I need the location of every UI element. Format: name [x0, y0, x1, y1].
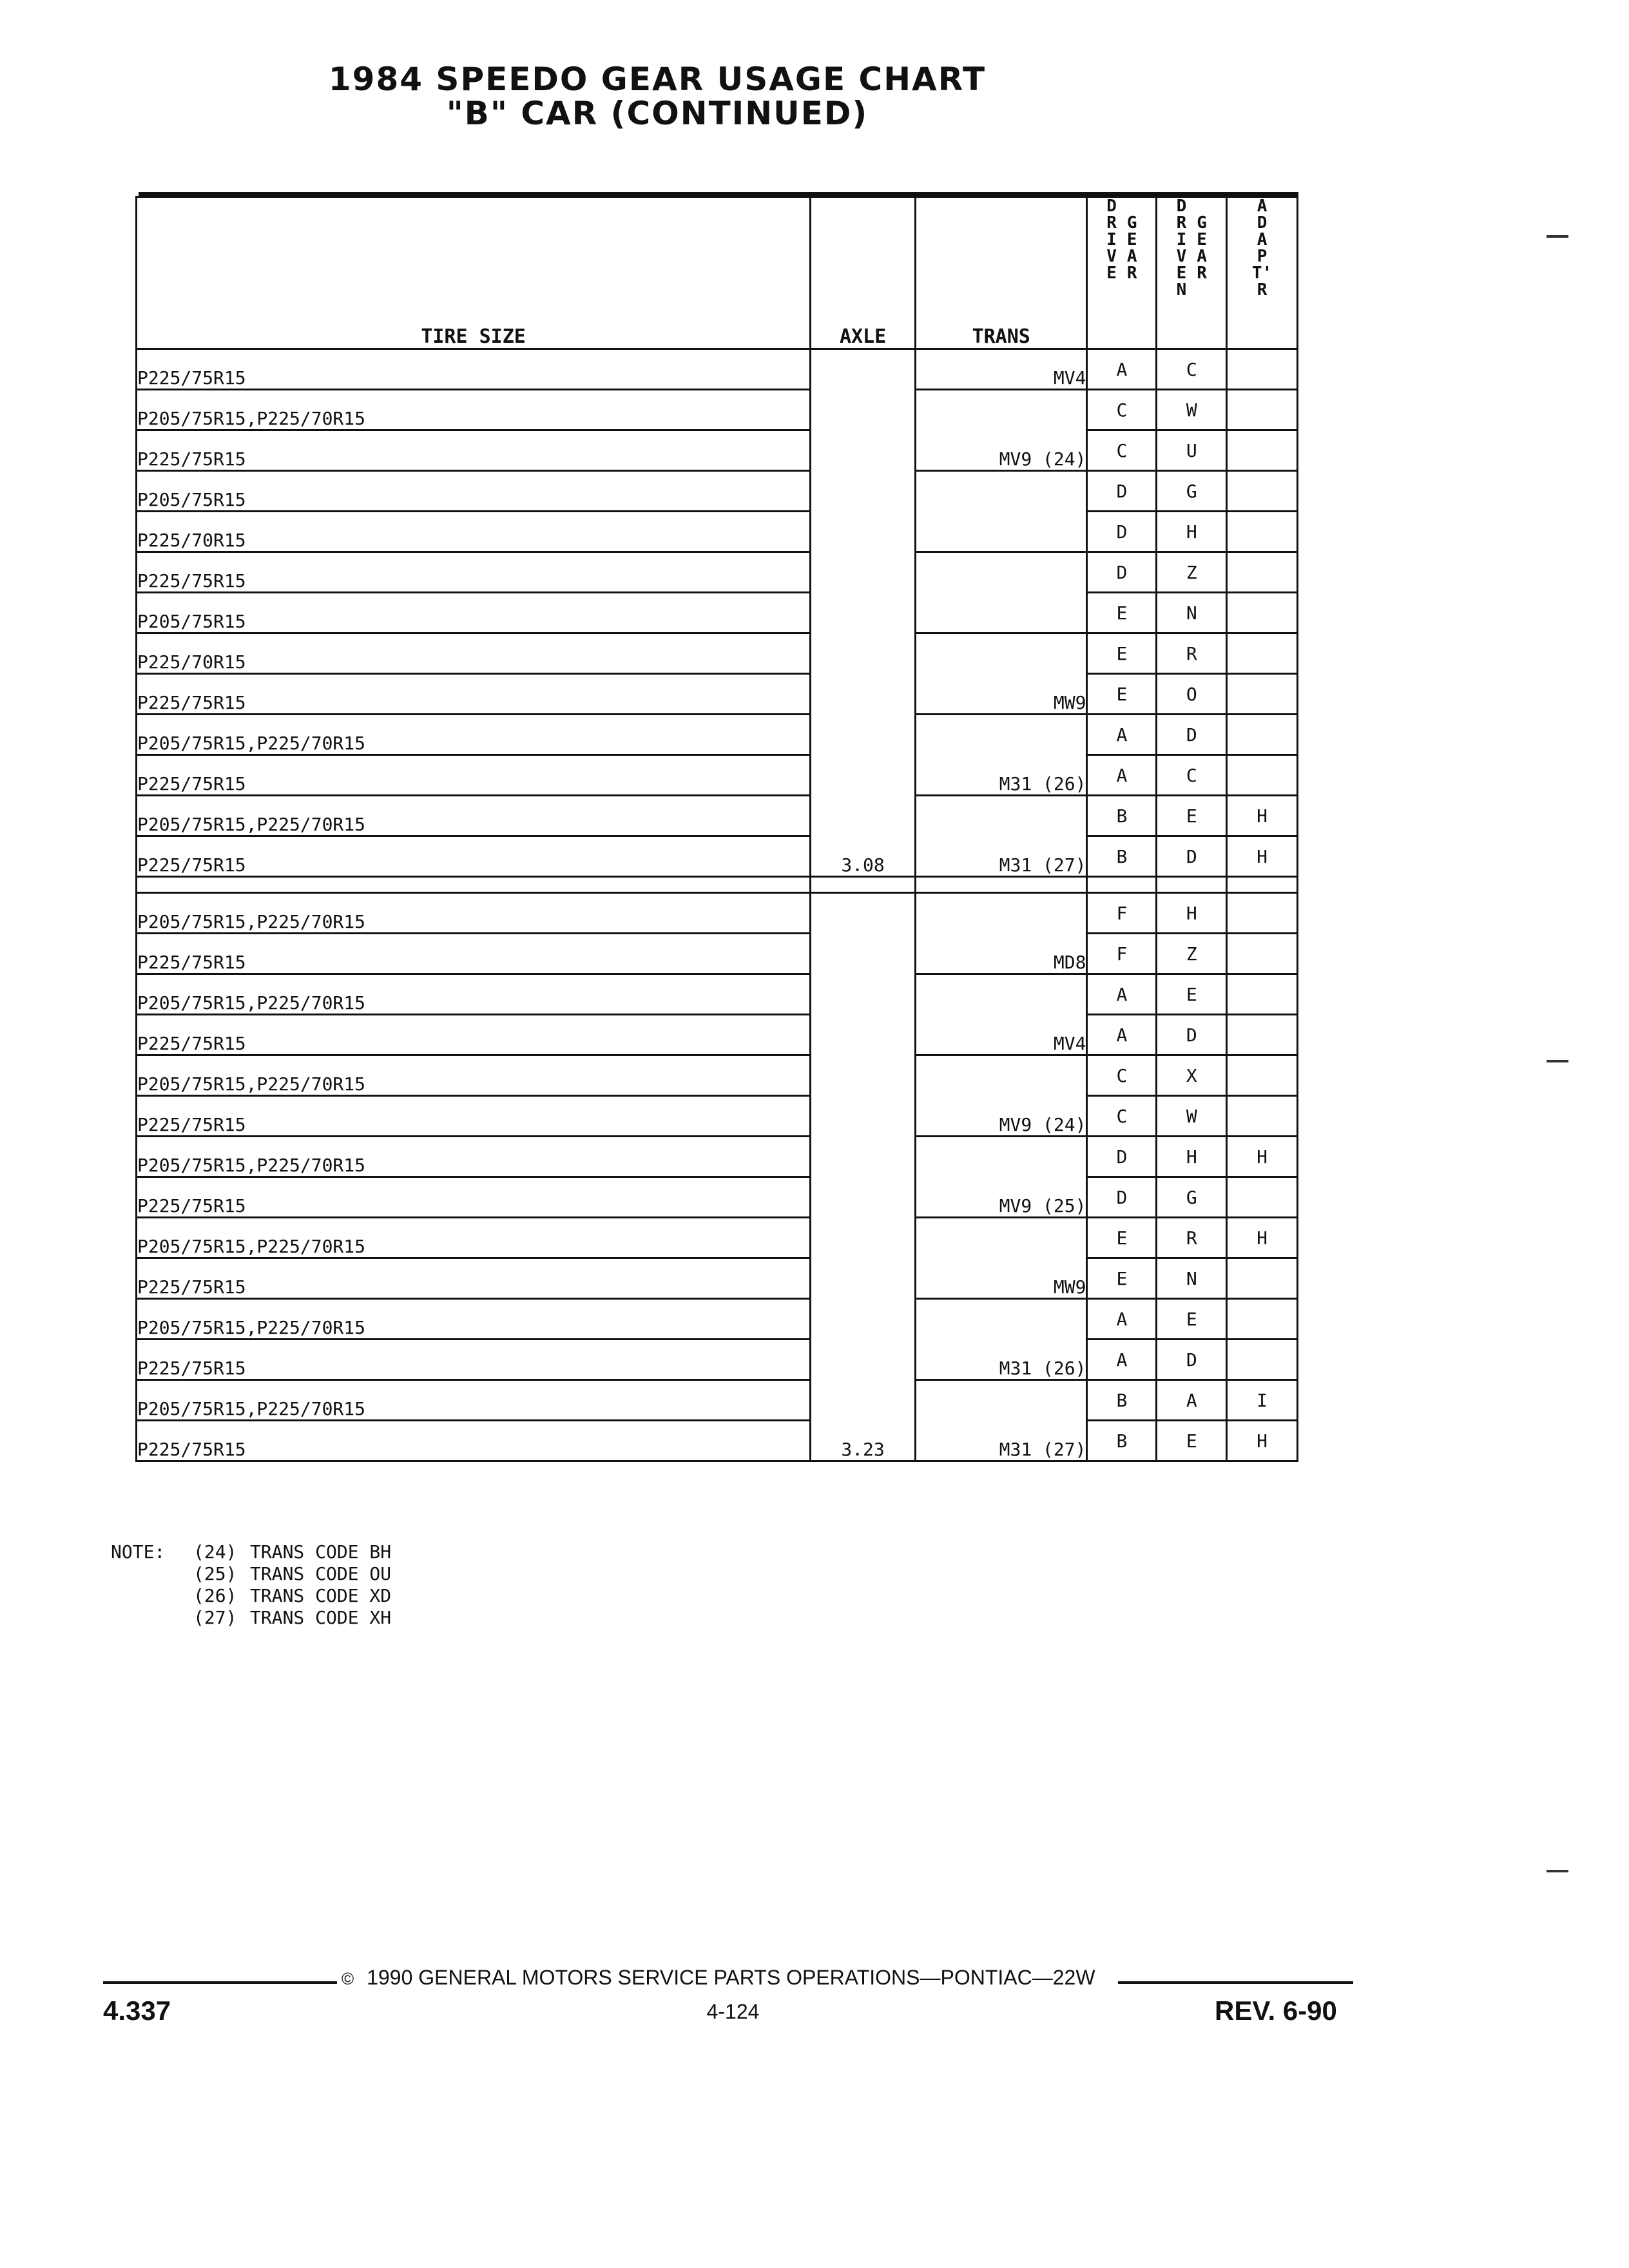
tire-size-cell: P225/75R15 [137, 755, 811, 796]
header-drive-letter: E [1106, 264, 1117, 283]
adapter-cell: H [1227, 1218, 1298, 1258]
tire-size-cell: P205/75R15,P225/70R15 [137, 1218, 811, 1258]
header-gear-letter: E [1197, 230, 1207, 249]
footer-rule-right [1118, 1981, 1353, 1984]
adapter-cell [1227, 390, 1298, 430]
table-row [137, 1380, 1298, 1421]
table-row [137, 430, 1298, 471]
driven-gear-cell: G [1157, 471, 1227, 512]
tire-size-cell: P205/75R15,P225/70R15 [137, 1137, 811, 1177]
adapter-cell [1227, 934, 1298, 974]
margin-tick [1547, 1060, 1568, 1062]
driven-gear-cell: N [1157, 1258, 1227, 1299]
trans-cell: M31 (27) [915, 1380, 1087, 1461]
tire-size-cell: P225/75R15 [137, 1258, 811, 1299]
section-separator-row [137, 877, 1298, 893]
table-row [137, 471, 1298, 512]
table-header-row [137, 197, 1298, 349]
driven-gear-cell: E [1157, 974, 1227, 1015]
adapter-cell [1227, 1055, 1298, 1096]
header-gear-letter: R [1126, 264, 1137, 283]
table-row [137, 893, 1298, 934]
drive-gear-cell: F [1087, 934, 1157, 974]
tire-size-cell: P205/75R15,P225/70R15 [137, 390, 811, 430]
header-drive-letter: R [1106, 213, 1117, 233]
adapter-cell: H [1227, 1137, 1298, 1177]
header-drive-letter: I [1106, 230, 1117, 249]
adapter-cell [1227, 1299, 1298, 1340]
separator-cell [915, 877, 1087, 893]
adapter-cell: I [1227, 1380, 1298, 1421]
margin-tick [1547, 1870, 1568, 1872]
table-row [137, 1015, 1298, 1055]
note-code: (27) [193, 1607, 237, 1628]
tire-size-cell: P205/75R15,P225/70R15 [137, 893, 811, 934]
header-gear-letter: E [1126, 230, 1137, 249]
driven-gear-cell: H [1157, 1137, 1227, 1177]
sub-page-number: 4-124 [706, 2000, 760, 2023]
note-item [193, 1607, 391, 1629]
revision-label: REV. 6-90 [1215, 1995, 1337, 2026]
tire-size-cell: P205/75R15,P225/70R15 [137, 796, 811, 836]
driven-gear-cell: D [1157, 715, 1227, 755]
header-driven-letter: V [1176, 247, 1187, 266]
driven-gear-cell: G [1157, 1177, 1227, 1218]
trans-cell: MV4 [915, 349, 1087, 390]
tire-size-cell: P225/75R15 [137, 349, 811, 390]
adapter-cell [1227, 633, 1298, 674]
driven-gear-cell: D [1157, 836, 1227, 877]
adapter-cell [1227, 471, 1298, 512]
table-row [137, 934, 1298, 974]
header-driven-letter: I [1176, 230, 1187, 249]
margin-tick [1547, 235, 1568, 238]
drive-gear-cell: B [1087, 1421, 1157, 1461]
adapter-cell [1227, 1177, 1298, 1218]
note-item [193, 1541, 391, 1563]
driven-gear-cell: Z [1157, 552, 1227, 593]
tire-size-cell: P205/75R15,P225/70R15 [137, 974, 811, 1015]
adapter-cell: H [1227, 796, 1298, 836]
note-text: TRANS CODE BH [250, 1541, 392, 1562]
trans-cell: MV9 (24) [915, 1055, 1087, 1137]
drive-gear-cell: E [1087, 1258, 1157, 1299]
driven-gear-cell: X [1157, 1055, 1227, 1096]
tire-size-cell: P225/75R15 [137, 836, 811, 877]
separator-cell [1087, 877, 1157, 893]
adapter-cell [1227, 552, 1298, 593]
drive-gear-cell: E [1087, 633, 1157, 674]
table-row [137, 552, 1298, 593]
separator-cell [1157, 877, 1227, 893]
drive-gear-cell: A [1087, 349, 1157, 390]
driven-gear-cell: E [1157, 1421, 1227, 1461]
drive-gear-cell: D [1087, 1177, 1157, 1218]
drive-gear-cell: B [1087, 1380, 1157, 1421]
driven-gear-cell: N [1157, 593, 1227, 633]
drive-gear-cell: D [1087, 471, 1157, 512]
trans-cell: M31 (27) [915, 796, 1087, 877]
drive-gear-cell: D [1087, 552, 1157, 593]
note-code: (24) [193, 1541, 237, 1562]
header-driven-letter: R [1176, 213, 1187, 233]
drive-gear-cell: E [1087, 1218, 1157, 1258]
separator-cell [811, 877, 916, 893]
drive-gear-cell: F [1087, 893, 1157, 934]
drive-gear-cell: A [1087, 1299, 1157, 1340]
header-gear-letter: G [1126, 213, 1137, 233]
note-item [193, 1563, 391, 1585]
driven-gear-cell: H [1157, 512, 1227, 552]
header-driven-gear [1157, 197, 1227, 349]
tire-size-cell: P225/75R15 [137, 1015, 811, 1055]
adapter-cell [1227, 893, 1298, 934]
axle-cell: 3.23 [811, 893, 916, 1461]
trans-cell: MV9 (24) [915, 390, 1087, 471]
tire-size-cell: P225/75R15 [137, 1096, 811, 1137]
drive-gear-cell: A [1087, 974, 1157, 1015]
drive-gear-cell: C [1087, 1055, 1157, 1096]
header-adapter-letter: A [1257, 230, 1268, 249]
driven-gear-cell: C [1157, 349, 1227, 390]
header-adapter [1227, 197, 1298, 349]
table-row [137, 674, 1298, 715]
header-drive-letter: D [1106, 197, 1117, 216]
table-row [137, 1096, 1298, 1137]
tire-size-cell: P225/75R15 [137, 1421, 811, 1461]
driven-gear-cell: Z [1157, 934, 1227, 974]
footer-copyright [342, 1966, 1095, 1990]
driven-gear-cell: C [1157, 755, 1227, 796]
tire-size-cell: P225/75R15 [137, 674, 811, 715]
trans-cell: MV9 (25) [915, 1137, 1087, 1218]
drive-gear-cell: B [1087, 796, 1157, 836]
header-adapter-letter: R [1257, 280, 1268, 300]
adapter-cell [1227, 755, 1298, 796]
tire-size-cell: P205/75R15 [137, 593, 811, 633]
table-row [137, 512, 1298, 552]
driven-gear-cell: R [1157, 633, 1227, 674]
trans-cell: MW9 [915, 1218, 1087, 1299]
table-row [137, 1177, 1298, 1218]
tire-size-cell: P225/75R15 [137, 552, 811, 593]
table-row [137, 1340, 1298, 1380]
header-gear-letter: R [1197, 264, 1207, 283]
table-row [137, 1421, 1298, 1461]
adapter-cell: H [1227, 1421, 1298, 1461]
adapter-cell [1227, 593, 1298, 633]
tire-size-cell: P225/70R15 [137, 512, 811, 552]
drive-gear-cell: C [1087, 1096, 1157, 1137]
drive-gear-cell: E [1087, 593, 1157, 633]
table-row [137, 1137, 1298, 1177]
header-drive-gear [1087, 197, 1157, 349]
footer-rule-left [103, 1981, 337, 1984]
header-gear-letter: A [1197, 247, 1207, 266]
table-row [137, 1218, 1298, 1258]
drive-gear-cell: E [1087, 674, 1157, 715]
table-row [137, 1258, 1298, 1299]
table-row [137, 715, 1298, 755]
trans-cell: MV4 [915, 974, 1087, 1055]
adapter-cell [1227, 1258, 1298, 1299]
tire-size-cell: P225/70R15 [137, 633, 811, 674]
adapter-cell [1227, 1015, 1298, 1055]
table-row [137, 593, 1298, 633]
copyright-icon: © [342, 1969, 354, 1988]
adapter-cell [1227, 430, 1298, 471]
tire-size-cell: P205/75R15 [137, 471, 811, 512]
tire-size-cell: P205/75R15,P225/70R15 [137, 1299, 811, 1340]
tire-size-cell: P225/75R15 [137, 1177, 811, 1218]
adapter-cell [1227, 674, 1298, 715]
note-text: TRANS CODE XD [250, 1585, 392, 1606]
header-axle: AXLE [811, 197, 916, 349]
note-code: (26) [193, 1585, 237, 1606]
drive-gear-cell: C [1087, 430, 1157, 471]
trans-cell: M31 (26) [915, 1299, 1087, 1380]
tire-size-cell: P205/75R15,P225/70R15 [137, 715, 811, 755]
header-adapter-letter: P [1257, 247, 1268, 266]
copyright-text: 1990 GENERAL MOTORS SERVICE PARTS OPERATIONS—PONTIAC—22W [367, 1966, 1095, 1989]
trans-cell: MD8 [915, 893, 1087, 974]
header-gear-letter: A [1126, 247, 1137, 266]
page-subtitle: "B" CAR (CONTINUED) [446, 95, 869, 132]
table-row [137, 974, 1298, 1015]
header-adapter-letter: T' [1251, 264, 1273, 283]
note-text: TRANS CODE OU [250, 1563, 392, 1584]
adapter-cell [1227, 715, 1298, 755]
tire-size-cell: P225/75R15 [137, 430, 811, 471]
trans-cell [915, 471, 1087, 552]
table-row [137, 633, 1298, 674]
table-row [137, 1299, 1298, 1340]
adapter-cell [1227, 974, 1298, 1015]
separator-cell [1227, 877, 1298, 893]
driven-gear-cell: W [1157, 1096, 1227, 1137]
adapter-cell: H [1227, 836, 1298, 877]
drive-gear-cell: B [1087, 836, 1157, 877]
notes-label: NOTE: [111, 1541, 166, 1562]
note-item [193, 1585, 391, 1607]
page-number: 4.337 [103, 1995, 171, 2026]
drive-gear-cell: A [1087, 715, 1157, 755]
tire-size-cell: P225/75R15 [137, 934, 811, 974]
driven-gear-cell: R [1157, 1218, 1227, 1258]
drive-gear-cell: C [1087, 390, 1157, 430]
driven-gear-cell: D [1157, 1015, 1227, 1055]
header-gear-letter: G [1197, 213, 1207, 233]
drive-gear-cell: D [1087, 512, 1157, 552]
adapter-cell [1227, 512, 1298, 552]
header-driven-letter: D [1176, 197, 1187, 216]
speedo-gear-table [135, 196, 1298, 1462]
table-row [137, 755, 1298, 796]
trans-cell: M31 (26) [915, 715, 1087, 796]
adapter-cell [1227, 1096, 1298, 1137]
header-adapter-letter: A [1257, 197, 1268, 216]
page-title: 1984 SPEEDO GEAR USAGE CHART [328, 61, 987, 98]
table-row [137, 1055, 1298, 1096]
header-drive-letter: V [1106, 247, 1117, 266]
adapter-cell [1227, 1340, 1298, 1380]
driven-gear-cell: D [1157, 1340, 1227, 1380]
table-row [137, 390, 1298, 430]
driven-gear-cell: E [1157, 1299, 1227, 1340]
drive-gear-cell: D [1087, 1137, 1157, 1177]
notes-section [111, 1541, 391, 1629]
tire-size-cell: P205/75R15,P225/70R15 [137, 1055, 811, 1096]
note-text: TRANS CODE XH [250, 1607, 392, 1628]
driven-gear-cell: W [1157, 390, 1227, 430]
table-row [137, 796, 1298, 836]
header-driven-letter: N [1176, 280, 1187, 300]
tire-size-cell: P205/75R15,P225/70R15 [137, 1380, 811, 1421]
driven-gear-cell: U [1157, 430, 1227, 471]
driven-gear-cell: A [1157, 1380, 1227, 1421]
drive-gear-cell: A [1087, 755, 1157, 796]
drive-gear-cell: A [1087, 1015, 1157, 1055]
drive-gear-cell: A [1087, 1340, 1157, 1380]
driven-gear-cell: E [1157, 796, 1227, 836]
table-row [137, 836, 1298, 877]
header-adapter-letter: D [1257, 213, 1268, 233]
axle-cell: 3.08 [811, 349, 916, 877]
separator-cell [137, 877, 811, 893]
adapter-cell [1227, 349, 1298, 390]
trans-cell [915, 552, 1087, 633]
header-tire-size: TIRE SIZE [137, 197, 811, 349]
header-driven-letter: E [1176, 264, 1187, 283]
header-trans: TRANS [915, 197, 1087, 349]
driven-gear-cell: H [1157, 893, 1227, 934]
driven-gear-cell: O [1157, 674, 1227, 715]
table-row [137, 349, 1298, 390]
note-code: (25) [193, 1563, 237, 1584]
trans-cell: MW9 [915, 633, 1087, 715]
tire-size-cell: P225/75R15 [137, 1340, 811, 1380]
